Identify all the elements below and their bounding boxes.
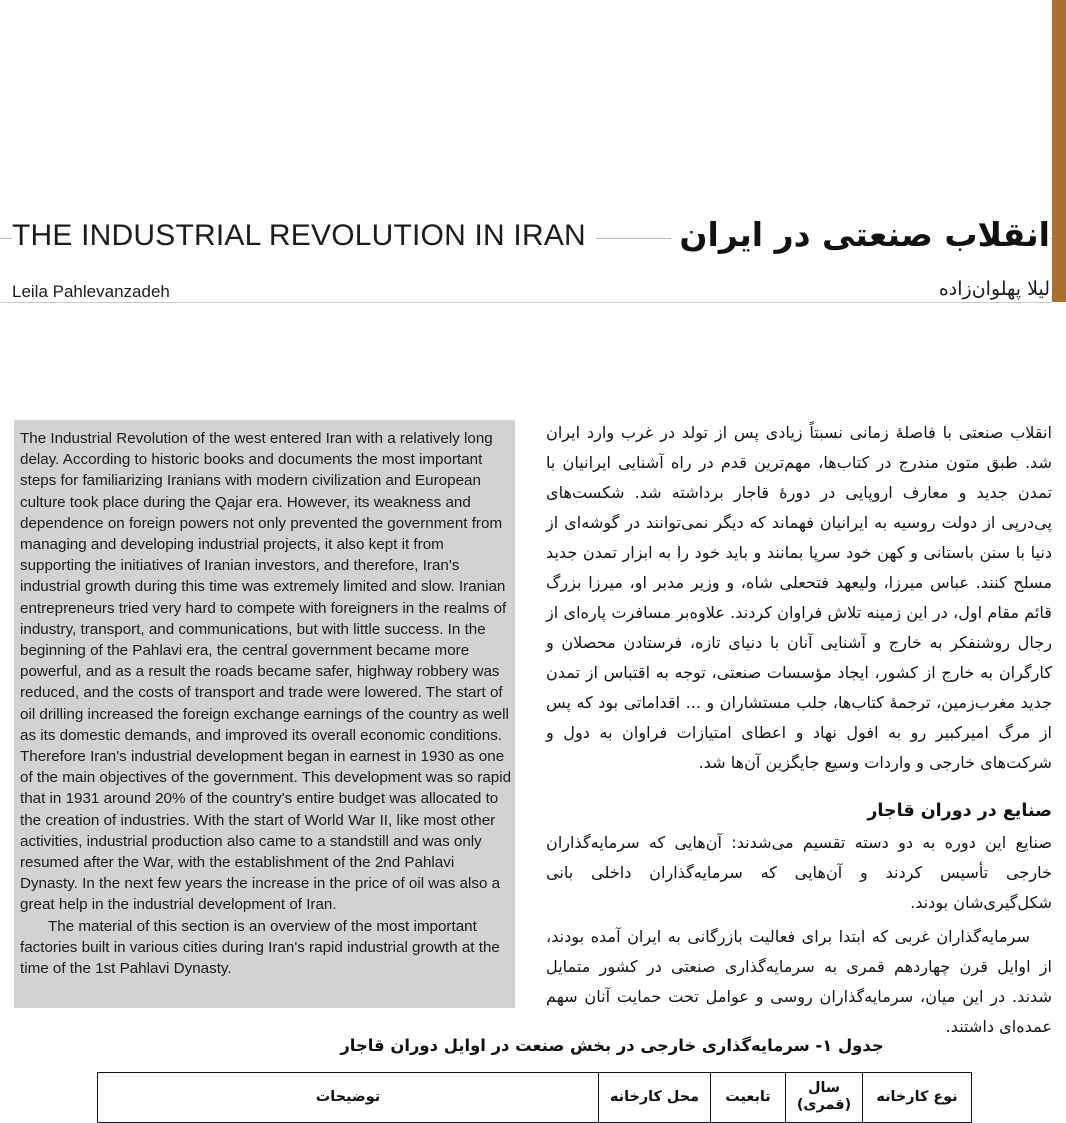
table-header-explanations: توضیحات [98, 1073, 599, 1123]
author-divider [0, 302, 1052, 303]
abstract-paragraph-1: The Industrial Revolution of the west entered Iran with a relatively long delay. According to historic books and documents the most important steps for familiarizing Iranians with modern civilization and European culture took place during the Qajar era. However, its weakness and dependence on foreign powers not only prevented the government from managing and developing industrial projects, it also kept it from supporting the initiatives of Iranian investors, and therefore, Iran's industrial growth during this time was extremely limited and slow. Iranian entrepreneurs tried very hard to compete with foreigners in the realms of industry, transport, and communications, but with little success. In the beginning of the Pahlavi era, the central government became more powerful, and as a result the roads became safer, highway robbery was reduced, and the costs of transport and trade were lowered. The start of oil drilling increased the foreign exchange earnings of the country as well as its domestic demands, and improved its overall economic conditions. Therefore Iran's industrial development began in earnest in 1930 as one of the main objectives of the government. This development was so rapid that in 1931 around 20% of the country's entire budget was allocated to the creation of industries. With the start of World War II, like most other activities, industrial production also came to a standstill and was only resumed after the War, with the establishment of the 2nd Pahlavi Dynasty. In the next few years the increase in the price of oil was also a great help in the industrial development of Iran. [20, 430, 512, 914]
farsi-body-column [546, 418, 1052, 1046]
foreign-investment-table [97, 1072, 972, 1123]
table-header-factory-location: محل کارخانه [599, 1073, 711, 1123]
farsi-paragraph-2: صنایع این دوره به دو دسته تقسیم می‌شدند: آن‌هایی که سرمایه‌گذاران خارجی تأسیس کردند و آن‌هایی که سرمایه‌گذاران داخلی بانی شکل‌گیری‌شان بودند. [546, 833, 1052, 912]
table-header-nationality: تابعیت [711, 1073, 786, 1123]
abstract-paragraph-2: The material of this section is an overview of the most important factories built in various cities during Iran's rapid industrial growth at the time of the 1st Pahlavi Dynasty. [20, 917, 500, 978]
masthead [0, 190, 1066, 320]
table-header-year-line2: (قمری) [796, 1097, 852, 1113]
page-title-farsi: انقلاب صنعتی در ایران [671, 214, 1050, 255]
author-name-english: Leila Pahlevanzadeh [12, 283, 178, 300]
table-header-factory-type: نوع کارخانه [863, 1073, 972, 1123]
english-abstract-box [14, 420, 515, 1008]
table-header-year [786, 1073, 863, 1123]
farsi-paragraph-3: سرمایه‌گذاران غربی که ابتدا برای فعالیت بازرگانی به ایران آمده بودند، از اوایل قرن چهاردهم قمری به سرمایه‌گذاری صنعتی در کشور متمایل شدند. در این میان، سرمایه‌گذاران روسی و عوامل تحت حمایت آنان سهم عمده‌ای داشتند. [546, 927, 1052, 1036]
table-header-row [98, 1073, 972, 1123]
table-caption: جدول ۱- سرمایه‌گذاری خارجی در بخش صنعت در اوایل دوران قاجار [340, 1036, 884, 1055]
page-title-english: THE INDUSTRIAL REVOLUTION IN IRAN [12, 221, 596, 251]
farsi-paragraph-1: انقلاب صنعتی با فاصلهٔ زمانی نسبتاً زیادی پس از تولد در غرب وارد ایران شد. طبق متون مندرج در کتاب‌ها، مهم‌ترین قدم در راه آشنایی ایرانیان با تمدن جدید و معارف اروپایی در دورهٔ قاجار برداشته شد. شکست‌های پی‌درپی از دولت روسیه به ایرانیان فهماند که دیگر نمی‌توانند در گوشه‌ای از دنیا با سنن باستانی و کهن خود سرپا بمانند و باید خود را به ابزار تمدن جدید مسلح کنند. عباس میرزا، ولیعهد فتحعلی شاه، و وزیر مدبر او، میرزا بزرگ قائم مقام اول، در این زمینه تلاش فراوان کردند. علاوه‌بر مسافرت پاره‌ای از رجال روشنفکر به خارج و آشنایی آنان با دنیای تازه، فرستادن محصلان و کارگران به خارج از کشور، ایجاد مؤسسات صنعتی، توجه به اقتباس از تمدن جدید مغرب‌زمین، ترجمهٔ کتاب‌ها، جلب مستشاران و ... اقداماتی بود که پس از مرگ امیرکبیر رو به افول نهاد و اعطای امتیازات فراوان به دول و شرکت‌های خارجی و واردات وسیع جایگزین آن‌ها شد. [546, 423, 1052, 772]
table-header-year-line1: سال [807, 1080, 841, 1096]
author-name-farsi: لیلا پهلوان‌زاده [933, 278, 1050, 301]
farsi-section-heading: صنایع در دوران قاجار [867, 801, 1052, 821]
